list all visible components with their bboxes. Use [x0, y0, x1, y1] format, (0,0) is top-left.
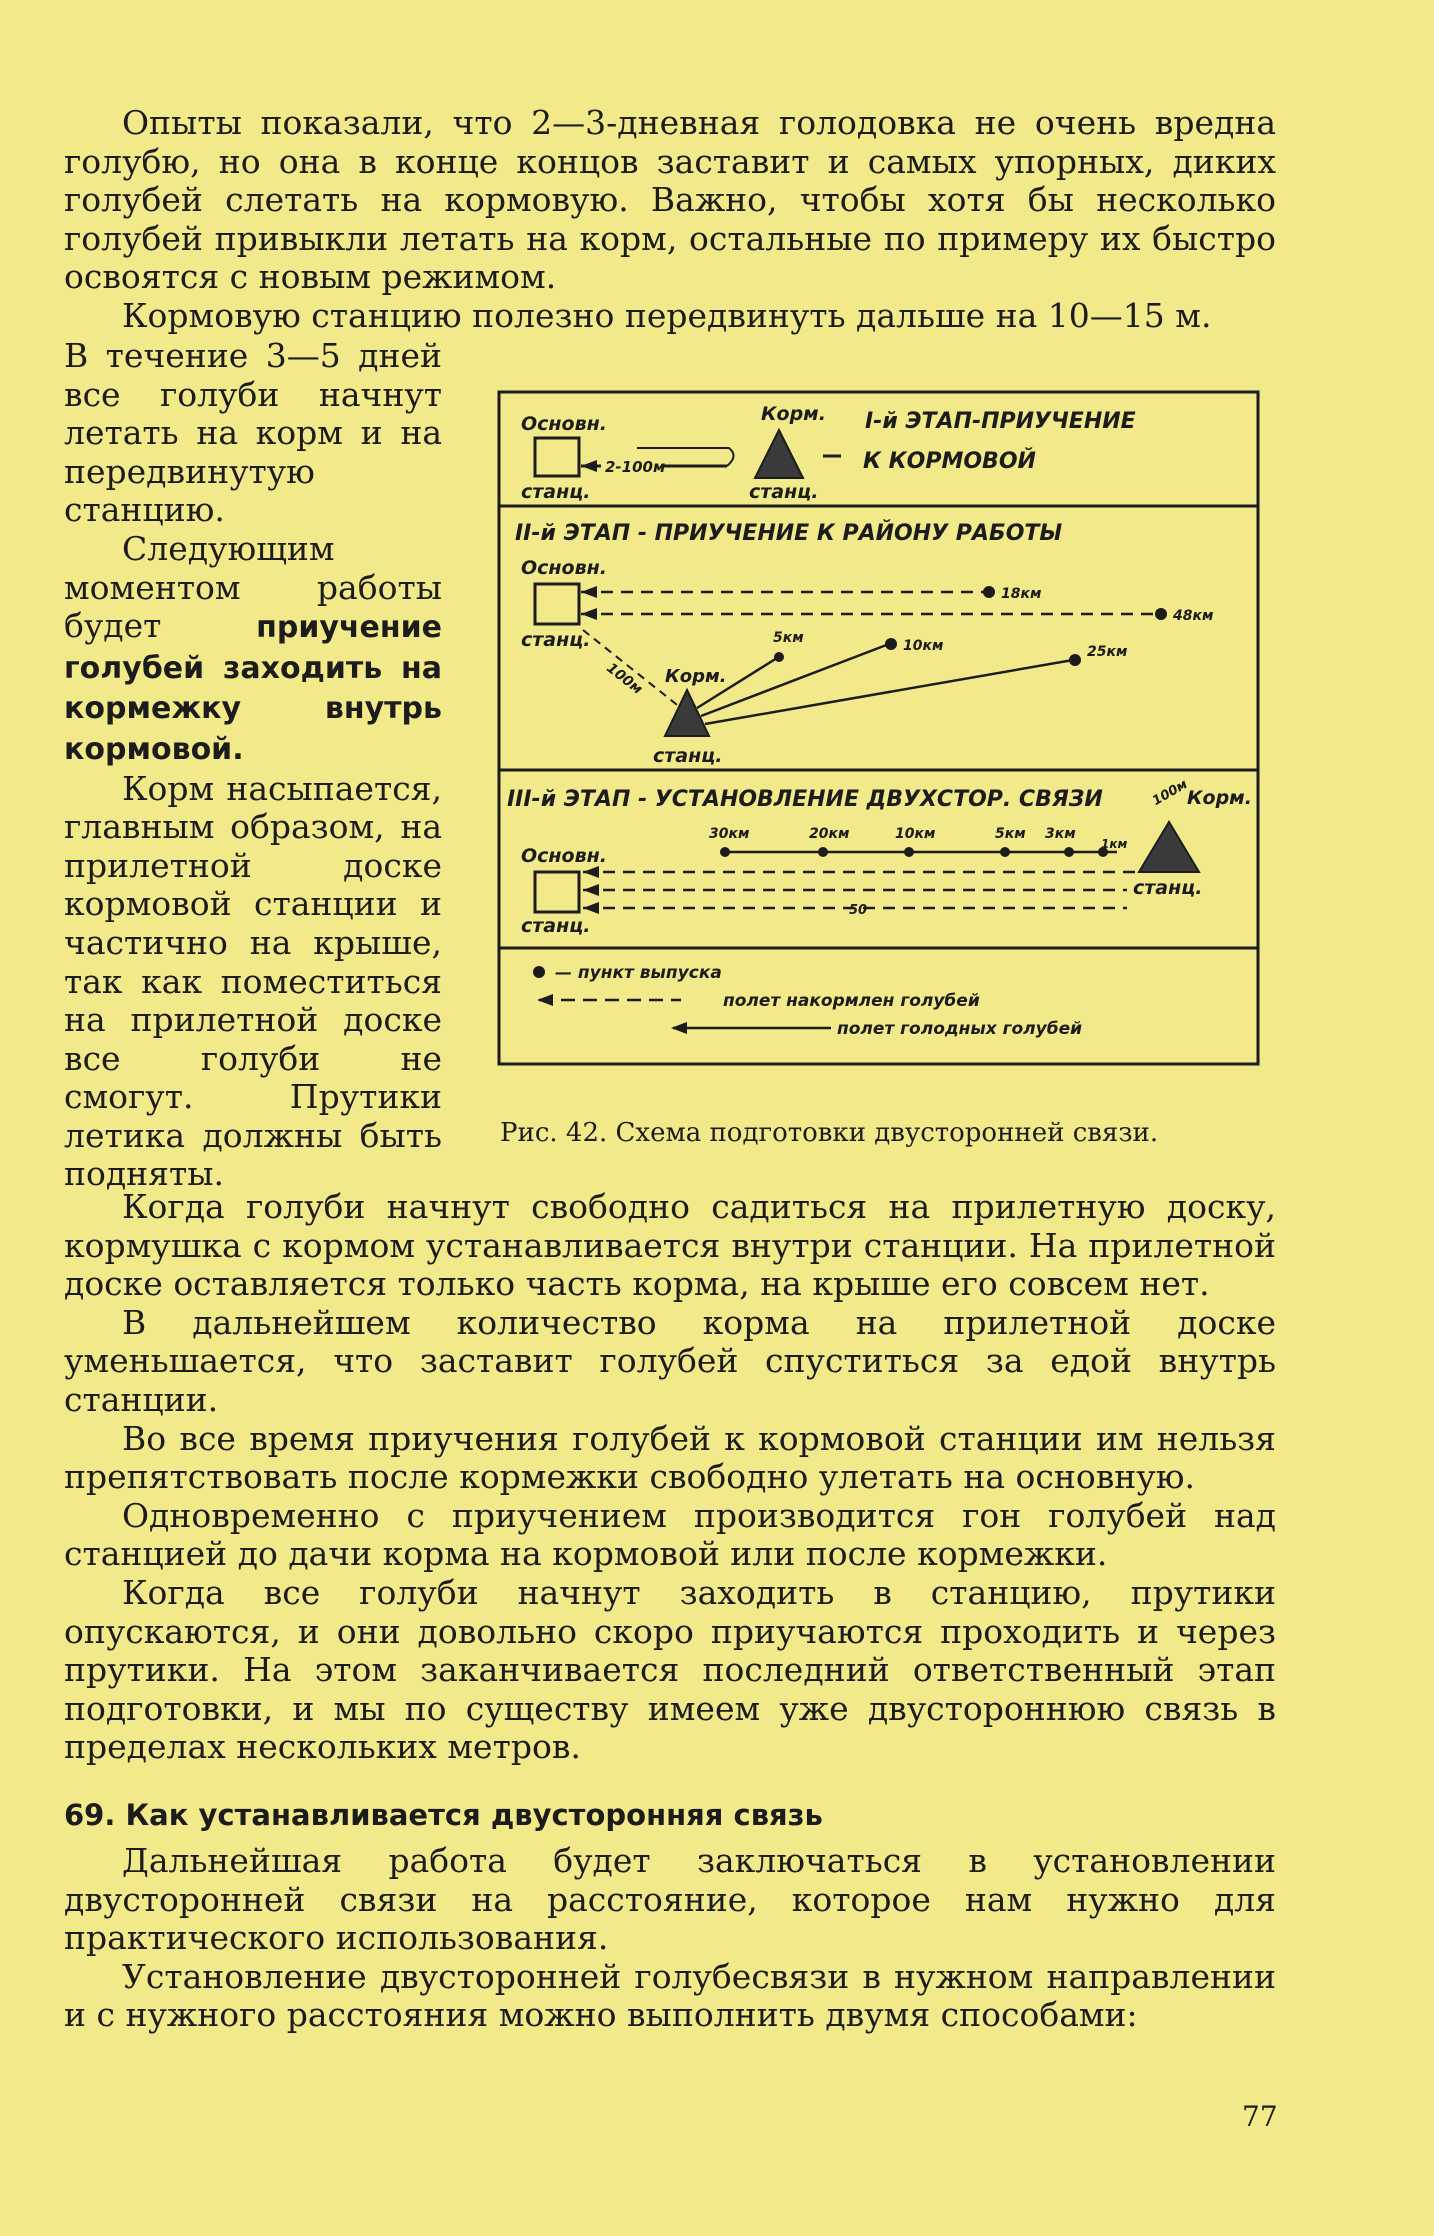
main-station-box: [535, 584, 579, 624]
main-station-label: Основн.: [521, 845, 607, 867]
paragraph: Одновременно с приучением производится гон голубей над станцией до дачи корма на кормовой или после кормежки.: [64, 1495, 1276, 1574]
stage1-title: К КОРМОВОЙ: [863, 449, 1036, 474]
release-point: [1155, 608, 1167, 620]
figure-42: [497, 390, 1260, 1070]
release-point: [720, 847, 730, 857]
feed-station-triangle: [755, 430, 803, 478]
stage2-title: II-й ЭТАП - ПРИУЧЕНИЕ К РАЙОНУ РАБОТЫ: [515, 521, 1063, 546]
emphasized-text: приучение голубей заходить на кормежку внутрь кормовой.: [64, 610, 442, 767]
release-point: [774, 652, 784, 662]
release-point: [1064, 847, 1074, 857]
hungry-flight-line: [701, 644, 889, 716]
paragraph-start: Следующим моментом работы будет: [64, 528, 442, 646]
paragraph: Когда все голуби начнут заходить в станцию, прутики опускаются, и они довольно скоро приучаются проходить и через прутики. На этом заканчивается последний ответственный этап подготовки, и мы по существу имеем уже двустороннюю связь в пределах нескольких метров.: [64, 1572, 1276, 1767]
feed-station-triangle: [1139, 822, 1199, 872]
main-station-box: [535, 872, 579, 912]
stage1-title: I-й ЭТАП-ПРИУЧЕНИЕ: [865, 409, 1136, 434]
section-heading: 69. Как устанавливается двусторонняя связь: [64, 1798, 823, 1832]
arrow-head: [537, 994, 553, 1006]
distance-label: 100м: [1150, 777, 1191, 809]
arrow-head: [671, 1022, 687, 1034]
release-point: [983, 586, 995, 598]
distance-label: 20км: [809, 826, 850, 842]
paragraph: Установление двусторонней голубесвязи в нужном направлении и с нужного расстояния можно выполнить двумя способами:: [64, 1956, 1276, 2035]
legend-label: полет голодных голубей: [837, 1019, 1083, 1039]
paragraph: Опыты показали, что 2—3-дневная голодовка не очень вредна голубю, но она в конце концов заставит и самых упорных, диких голубей слетать на кормовую. Важно, чтобы хотя бы несколько голубей привыкли летать на корм, остальные по примеру их быстро освоятся с новым режимом.: [64, 103, 1276, 297]
feed-station-triangle: [665, 690, 709, 736]
legend-point-icon: [533, 966, 545, 978]
arrow-head: [581, 586, 597, 598]
distance-label: 10км: [895, 826, 936, 842]
main-station-label: Основн.: [521, 557, 607, 579]
figure-caption: Рис. 42. Схема подготовки двусторонней связи.: [500, 1118, 1159, 1148]
feed-station-label: Корм.: [761, 403, 826, 425]
main-station-sub: станц.: [521, 481, 591, 503]
distance-label: 10км: [903, 638, 944, 654]
feed-station-sub: станц.: [1133, 877, 1203, 899]
stage3-title: III-й ЭТАП - УСТАНОВЛЕНИЕ ДВУХСТОР. СВЯЗИ: [507, 787, 1103, 812]
arrow-head: [583, 884, 599, 896]
release-point: [1000, 847, 1010, 857]
distance-label: 100м: [603, 660, 646, 698]
distance-label: 3км: [1045, 826, 1076, 842]
release-point: [904, 847, 914, 857]
paragraph: В течение 3—5 дней все голуби начнут летать на корм и на передвинутую станцию.: [64, 336, 442, 530]
paragraph: Корм насыпается, главным образом, на прилетной доске кормовой станции и частично на крыше, так как поместиться на прилетной доске все голуби не смогут. Прутики летика должны быть подняты.: [64, 768, 442, 1194]
final-text-block: [64, 1842, 1276, 2035]
paragraph: В дальнейшем количество корма на прилетной доске уменьшается, что заставит голубей спуститься за едой внутрь станции.: [64, 1302, 1276, 1419]
scheme-diagram: [497, 390, 1260, 1070]
release-point: [1069, 654, 1081, 666]
arrow-head: [581, 460, 597, 472]
paragraph: Во все время приучения голубей к кормовой станции им нельзя препятствовать после кормежки свободно улетать на основную.: [64, 1418, 1276, 1497]
feed-station-sub: станц.: [749, 481, 819, 503]
distance-label: 5км: [995, 826, 1026, 842]
main-station-label: Основн.: [521, 413, 607, 435]
distance-label: 25км: [1087, 644, 1128, 660]
arrow-head: [583, 902, 599, 914]
legend-label: — пункт выпуска: [555, 963, 722, 983]
distance-label: 5км: [773, 630, 804, 646]
paragraph: Дальнейшая работа будет заключаться в установлении двусторонней связи на расстояние, которое нам нужно для практического использования.: [64, 1841, 1276, 1958]
page-number: 77: [1242, 2100, 1278, 2133]
feed-station-label: Корм.: [1187, 787, 1252, 809]
release-point: [818, 847, 828, 857]
main-station-box: [535, 438, 579, 476]
main-station-sub: станц.: [521, 915, 591, 937]
release-point: [885, 638, 897, 650]
distance-label: 2-100м: [605, 458, 666, 476]
wrapped-text-column: [64, 337, 442, 1194]
distance-label: 1км: [1101, 837, 1128, 851]
distance-label: 30км: [709, 826, 750, 842]
arrow-head: [583, 866, 599, 878]
arrow-head: [581, 608, 597, 620]
feed-station-label: Корм.: [665, 666, 727, 687]
distance-label: 18км: [1001, 586, 1042, 602]
distance-label: 48км: [1173, 608, 1214, 624]
legend-label: полет накормлен голубей: [723, 991, 980, 1011]
feed-station-sub: станц.: [653, 745, 723, 767]
bottom-text-block: [64, 1188, 1276, 1767]
paragraph: Когда голуби начнут свободно садиться на прилетную доску, кормушка с кормом устанавливается внутри станции. На прилетной доске оставляется только часть корма, на крыше его совсем нет.: [64, 1187, 1276, 1304]
top-text-block: [64, 104, 1276, 336]
distance-label: 50: [849, 903, 868, 918]
main-station-sub: станц.: [521, 629, 591, 651]
paragraph: [64, 530, 442, 770]
paragraph: Кормовую станцию полезно передвинуть дальше на 10—15 м.: [122, 295, 1212, 335]
